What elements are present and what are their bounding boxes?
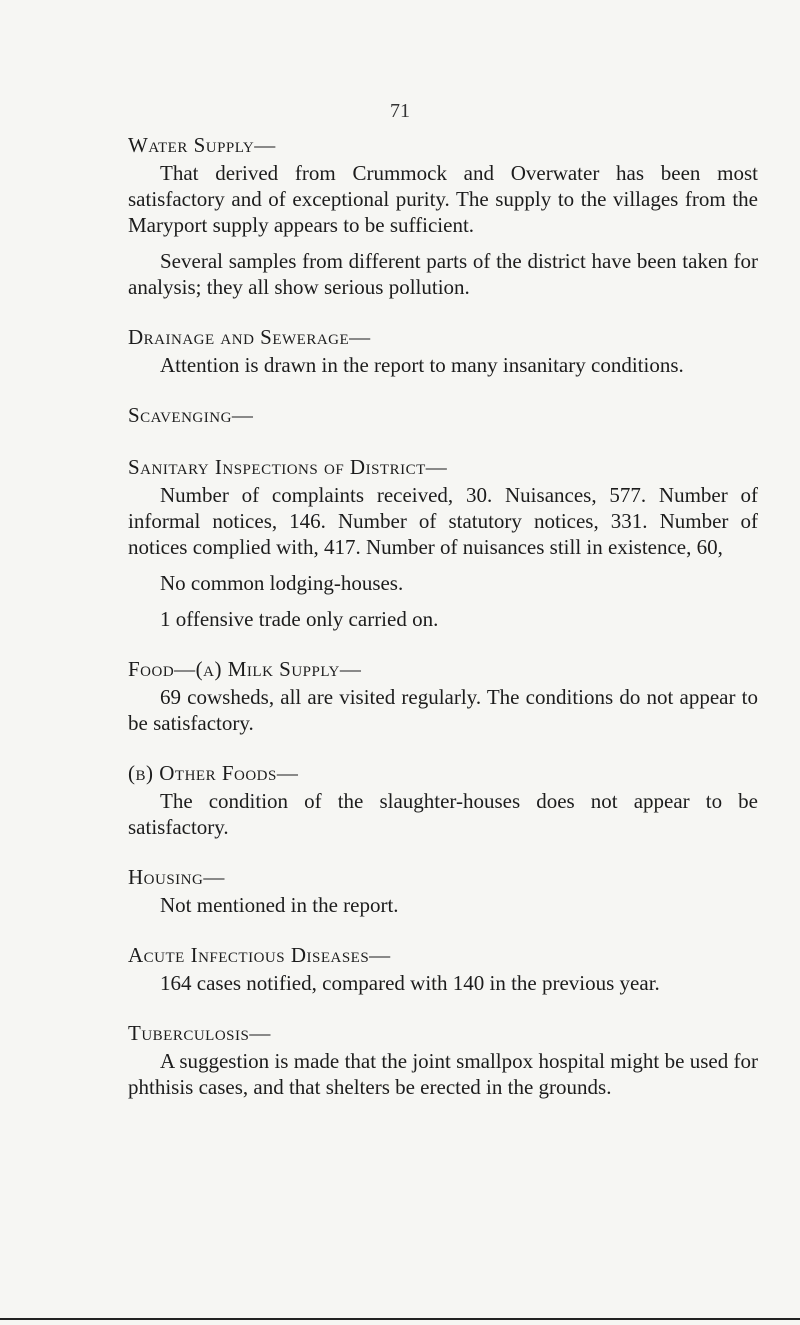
section-other-foods: [128, 758, 758, 840]
paragraph: 69 cowsheds, all are visited regularly. The conditions do not appear to be satisfactory.: [128, 685, 758, 735]
paragraph: Number of complaints received, 30. Nuisances, 577. Number of informal notices, 146. Number of statutory notices, 331. Number of notices complied with, 417. Number of nuisances still in existence, 60,: [128, 483, 758, 559]
section-heading: Food—(a) Milk Supply—: [128, 657, 362, 681]
section-heading: Scavenging—: [128, 403, 254, 427]
section-scavenging: [128, 400, 758, 430]
section-tuberculosis: [128, 1018, 758, 1100]
paragraph: 1 offensive trade only carried on.: [160, 607, 439, 631]
paragraph: Attention is drawn in the report to many insanitary conditions.: [160, 353, 684, 377]
section-heading: Acute Infectious Diseases—: [128, 943, 391, 967]
section-heading: Sanitary Inspections of District—: [128, 455, 448, 479]
paragraph: Not mentioned in the report.: [160, 893, 399, 917]
page-number: 71: [390, 100, 410, 122]
section-heading: (b) Other Foods—: [128, 761, 299, 785]
paragraph: Several samples from different parts of the district have been taken for analysis; they all show serious pollution.: [128, 249, 758, 299]
document-body: [128, 130, 758, 1122]
paragraph: No common lodging-houses.: [160, 571, 404, 595]
page-bottom-edge: [0, 1318, 800, 1320]
section-housing: [128, 862, 758, 918]
section-heading: Tuberculosis—: [128, 1021, 271, 1045]
section-milk-supply: [128, 654, 758, 736]
section-drainage: [128, 322, 758, 378]
section-infectious-diseases: [128, 940, 758, 996]
paragraph: The condition of the slaughter-houses does not appear to be satisfactory.: [128, 789, 758, 839]
section-water-supply: [128, 130, 758, 300]
paragraph: A suggestion is made that the joint smallpox hospital might be used for phthisis cases, and that shelters be erected in the grounds.: [128, 1049, 758, 1099]
section-sanitary-inspections: [128, 452, 758, 632]
paragraph: 164 cases notified, compared with 140 in the previous year.: [160, 971, 660, 995]
section-heading: Drainage and Sewerage—: [128, 325, 371, 349]
paragraph: That derived from Crummock and Overwater has been most satisfactory and of exceptional purity. The supply to the villages from the Maryport supply appears to be sufficient.: [128, 161, 758, 237]
section-heading: Water Supply—: [128, 133, 276, 157]
section-heading: Housing—: [128, 865, 225, 889]
